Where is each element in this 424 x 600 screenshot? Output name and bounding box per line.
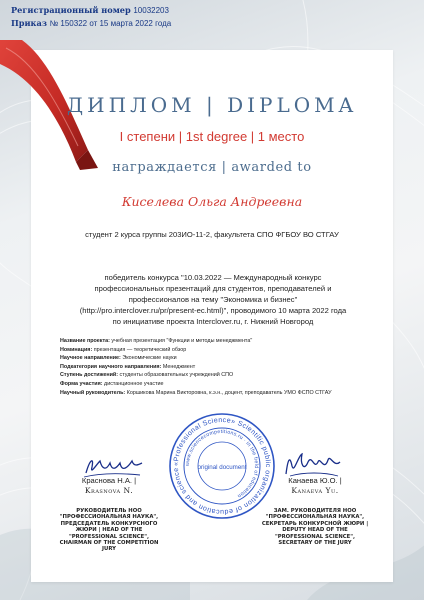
signer-role-left: РУКОВОДИТЕЛЬ НОО "ПРОФЕССИОНАЛЬНАЯ НАУКА", ПРЕДСЕДАТЕЛЬ КОНКУРСНОГО ЖЮРИ | HEAD OF THE "PROFESSIONAL SCIENCE", CHAIRMAN OF THE COMPETITION JURY	[59, 508, 159, 553]
order-label: Приказ	[11, 18, 47, 28]
signer-name-right-en: Kanaeva Yu.	[291, 486, 339, 495]
detail-row	[60, 389, 332, 398]
diploma-title: ДИПЛОМ | DIPLOMA	[66, 93, 358, 117]
stamp-inner-ring-text: www.sciencecompetitions.ru · in the field of education	[184, 428, 260, 499]
student-info: студент 2 курса группы 203ИО-11-2, факультета СПО ФГБОУ ВО СТГАУ	[85, 230, 339, 239]
registration-value: 10032203	[133, 6, 169, 15]
detail-label: Номинация:	[60, 346, 93, 353]
signer-role-right: ЗАМ. РУКОВОДИТЕЛЯ НОО "ПРОФЕССИОНАЛЬНАЯ НАУКА", СЕКРЕТАРЬ КОНКУРСНОЙ ЖЮРИ | DEPUTY HEAD OF THE "PROFESSIONAL SCIENCE", SECRETARY OF THE JURY	[261, 508, 369, 547]
recipient-name: Киселева Ольга Андреевна	[121, 194, 303, 209]
order-value: № 150322 от 15 марта 2022 года	[49, 19, 172, 28]
detail-row	[60, 354, 332, 363]
awarded-to-line: награждается | awarded to	[112, 160, 312, 175]
detail-label: Форма участия:	[60, 380, 103, 387]
detail-value: студенты образовательных учреждений СПО	[119, 372, 234, 379]
degree-line: I степени | 1st degree | 1 место	[119, 129, 305, 144]
detail-row	[60, 363, 332, 372]
detail-row	[60, 346, 332, 355]
detail-label: Название проекта:	[60, 338, 110, 344]
detail-value: Экономические науки	[122, 355, 177, 362]
stamp-ring-text: «Professional Science» Scientific public organization of education and science	[172, 416, 272, 516]
registration-label: Регистрационный номер	[11, 5, 131, 15]
winner-description: победитель конкурса "10.03.2022 — Международный конкурс профессиональных презентаций для студентов, преподавателей и профессионалов на тему "Экономика и бизнес" (http://pro.interclover.ru/pr/present-ec.html)", проводимого 10 марта 2022 года по инициативе проекта Interclover.ru, г. Нижний Новгород	[79, 273, 347, 326]
detail-label: Ступень достижений:	[60, 372, 119, 379]
detail-label: Подкатегория научного направления:	[60, 363, 162, 370]
signer-name-right-ru: Канаева Ю.О. |	[288, 476, 342, 485]
official-stamp	[168, 412, 276, 520]
signer-name-left-en: Krasnova N.	[84, 486, 134, 495]
project-details	[60, 337, 332, 397]
detail-value: учебная презентация "Функции и методы менеджмента"	[111, 338, 253, 344]
stamp-center-text: original document	[197, 464, 247, 471]
detail-label: Научный руководитель:	[60, 389, 126, 396]
signer-name-left	[52, 476, 166, 496]
detail-value: Менеджмент	[162, 363, 196, 370]
detail-label: Научное направление:	[60, 355, 121, 362]
detail-row	[60, 371, 332, 380]
signer-name-left-ru: Краснова Н.А. |	[81, 476, 137, 485]
detail-row	[60, 380, 332, 389]
detail-value: Коршикова Марина Викторовна, к.э.н., доцент, преподаватель УМО ФСПО СТГАУ	[126, 389, 332, 396]
signature-left	[52, 476, 166, 553]
detail-value: презентация — теоретический обзор	[93, 346, 187, 353]
detail-value: дистанционное участие	[104, 380, 164, 387]
detail-row	[60, 337, 332, 346]
